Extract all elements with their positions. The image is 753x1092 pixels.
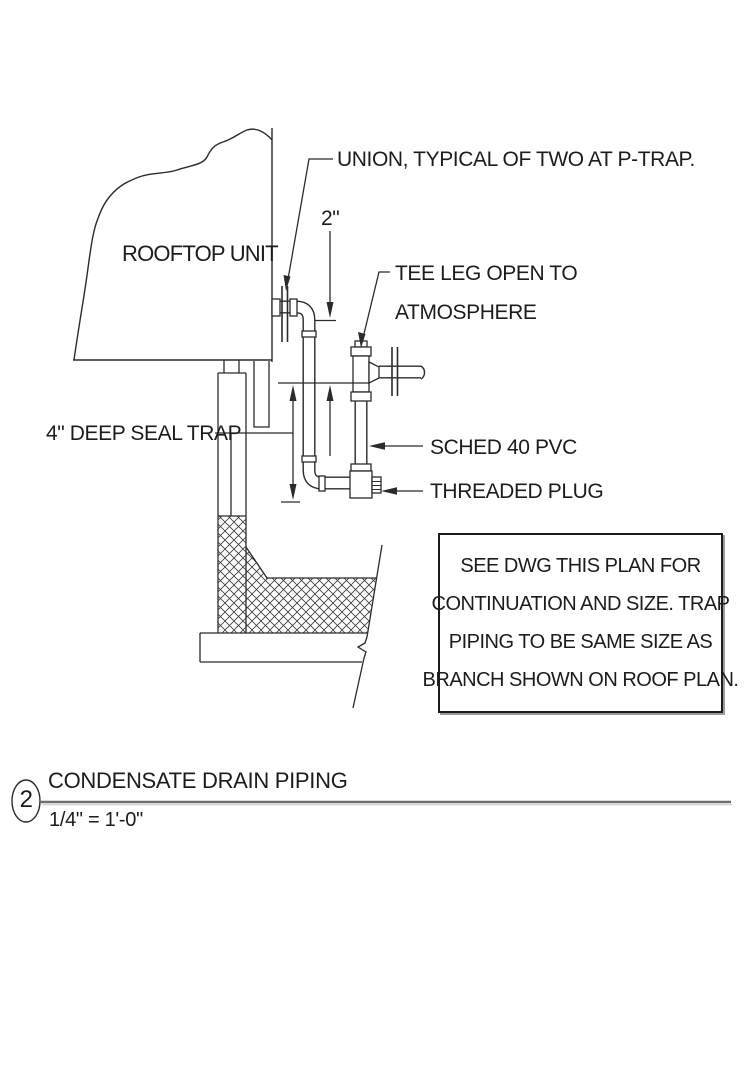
threaded-plug-label: THREADED PLUG (430, 480, 604, 503)
note-line: PIPING TO BE SAME SIZE AS (448, 631, 713, 653)
tee-leg-label-line1: TEE LEG OPEN TO (395, 262, 578, 285)
note-box (422, 533, 739, 713)
note-line: CONTINUATION AND SIZE. TRAP (431, 593, 730, 615)
plug-leader-arrow (381, 487, 397, 495)
tee-fitting (351, 341, 379, 401)
sched40-pvc-label: SCHED 40 PVC (430, 436, 577, 459)
detail-title: CONDENSATE DRAIN PIPING (48, 768, 348, 793)
dimension-lines (215, 231, 336, 502)
deep-seal-trap-label: 4" DEEP SEAL TRAP (46, 422, 242, 445)
sched40-leader-arrow (369, 442, 385, 450)
pipe-break-end (421, 366, 425, 379)
union-label: UNION, TYPICAL OF TWO AT P-TRAP. (337, 148, 695, 171)
unit-drain-stub (272, 299, 280, 316)
note-line: SEE DWG THIS PLAN FOR (460, 555, 701, 577)
detail-number: 2 (19, 786, 33, 813)
union-symbol-1 (282, 286, 288, 342)
tee-leg-label-line2: ATMOSPHERE (395, 301, 537, 324)
detail-scale: 1/4" = 1'-0" (49, 809, 143, 831)
dimension-2in-label: 2" (321, 207, 340, 230)
rooftop-unit-label: ROOFTOP UNIT (122, 241, 278, 266)
break-symbol (358, 637, 367, 658)
note-line: BRANCH SHOWN ON ROOF PLAN. (422, 669, 739, 691)
